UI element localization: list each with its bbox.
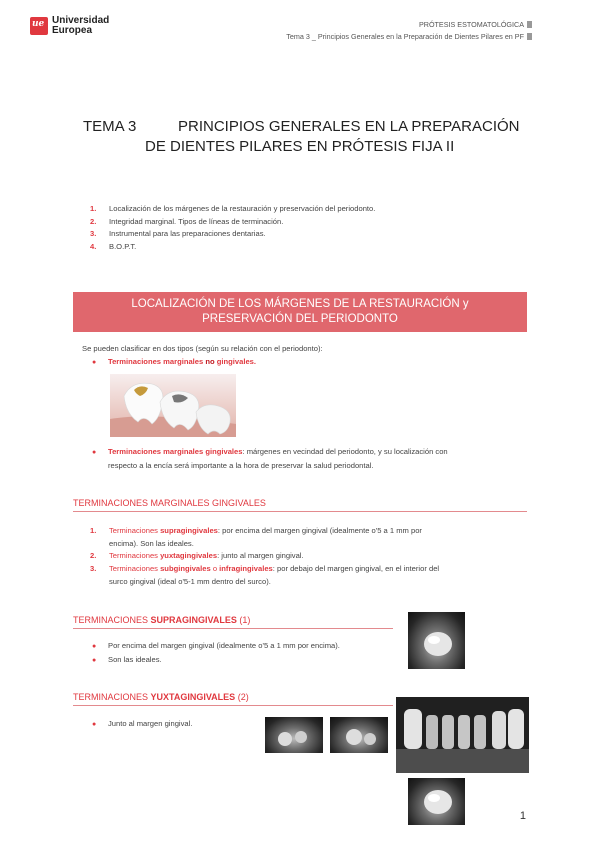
section-heading-yuxta: TERMINACIONES YUXTAGINGIVALES (2) [73, 692, 249, 702]
teeth-drawing [110, 374, 236, 437]
section-heading-supra: TERMINACIONES SUPRAGINGIVALES (1) [73, 615, 251, 625]
bullet-icon: ● [92, 359, 97, 366]
tooth-photo-drawing [330, 717, 388, 753]
page-number: 1 [519, 810, 526, 822]
type1-item: ● Terminaciones marginales no gingivales. [92, 356, 256, 370]
tooth-photo-drawing [408, 612, 465, 669]
running-header [286, 19, 532, 43]
title-number: TEMA 3 [83, 118, 137, 135]
gingival-item: 2. Terminaciones yuxtagingivales: junto al margen gingival. [90, 551, 304, 560]
supra-item: ● Por encima del margen gingival (idealmente o'5 a 1 mm por encima). [92, 640, 340, 654]
logo-line1: Universidad [52, 15, 110, 26]
supragingival-photo [408, 612, 465, 669]
index-item: 1. Localización de los márgenes de la restauración y preservación del periodonto. [90, 204, 376, 213]
gingival-item: 3. Terminaciones subgingivales o infragingivales: por debajo del margen gingival, en el interior del surco gingival (ideal o'5-1 mm dentro del surco). [90, 564, 440, 586]
title-line1: PRINCIPIOS GENERALES EN LA PREPARACIÓN [178, 118, 520, 135]
supra-item: ● Son las ideales. [92, 654, 162, 668]
bullet-icon: ● [92, 449, 97, 456]
page-title [83, 117, 519, 157]
section-banner [73, 292, 527, 332]
banner-line2: PRESERVACIÓN DEL PERIODONTO [202, 313, 398, 325]
teeth-row-drawing [396, 697, 529, 773]
bullet-icon: ● [92, 657, 97, 664]
index-item: 3. Instrumental para las preparaciones dentarias. [90, 229, 266, 238]
header-topic: Tema 3 _ Principios Generales en la Preparación de Dientes Pilares en PF [286, 32, 524, 41]
topic-index [90, 203, 375, 253]
header-square-icon [527, 21, 532, 28]
header-course: PRÓTESIS ESTOMATOLÓGICA [418, 20, 524, 29]
section-heading-gingival: TERMINACIONES MARGINALES GINGIVALES [73, 498, 266, 508]
yuxta-item: ● Junto al margen gingival. [92, 718, 192, 732]
heading-underline [73, 705, 393, 706]
logo-line2: Europea [52, 25, 93, 36]
heading-underline [73, 511, 527, 512]
header-square-icon [527, 33, 532, 40]
gingival-item: 1. Terminaciones supragingivales: por encima del margen gingival (idealmente o'5 a 1 mm por encima). Son las ideales. [90, 526, 422, 548]
university-logo [30, 16, 109, 36]
yuxtagingival-photo [408, 778, 465, 825]
tooth-photo-drawing [265, 717, 323, 753]
intro-text: Se pueden clasificar en dos tipos (según su relación con el periodonto): [82, 344, 323, 353]
bullet-icon: ● [92, 721, 97, 728]
index-item: 4. B.O.P.T. [90, 241, 137, 251]
yuxta-photo-2 [330, 717, 388, 753]
logo-mark-text: ue [32, 19, 45, 29]
type2-item: ● Terminaciones marginales gingivales: márgenes en vecindad del periodonto, y su localización con respecto a la encía será importante a la hora de preservar la salud periodontal. [92, 447, 448, 470]
heading-underline [73, 628, 393, 629]
logo-mark-icon [30, 17, 48, 35]
banner-line1: LOCALIZACIÓN DE LOS MÁRGENES DE LA RESTAURACIÓN y [131, 298, 469, 310]
logo-text [52, 16, 109, 36]
yuxta-photo-1 [265, 717, 323, 753]
teeth-illustration [110, 374, 236, 437]
bullet-icon: ● [92, 643, 97, 650]
tooth-photo-drawing [408, 778, 465, 825]
index-item: 2. Integridad marginal. Tipos de líneas de terminación. [90, 216, 284, 226]
title-line2: DE DIENTES PILARES EN PRÓTESIS FIJA II [145, 138, 455, 155]
teeth-row-photo [396, 697, 529, 773]
